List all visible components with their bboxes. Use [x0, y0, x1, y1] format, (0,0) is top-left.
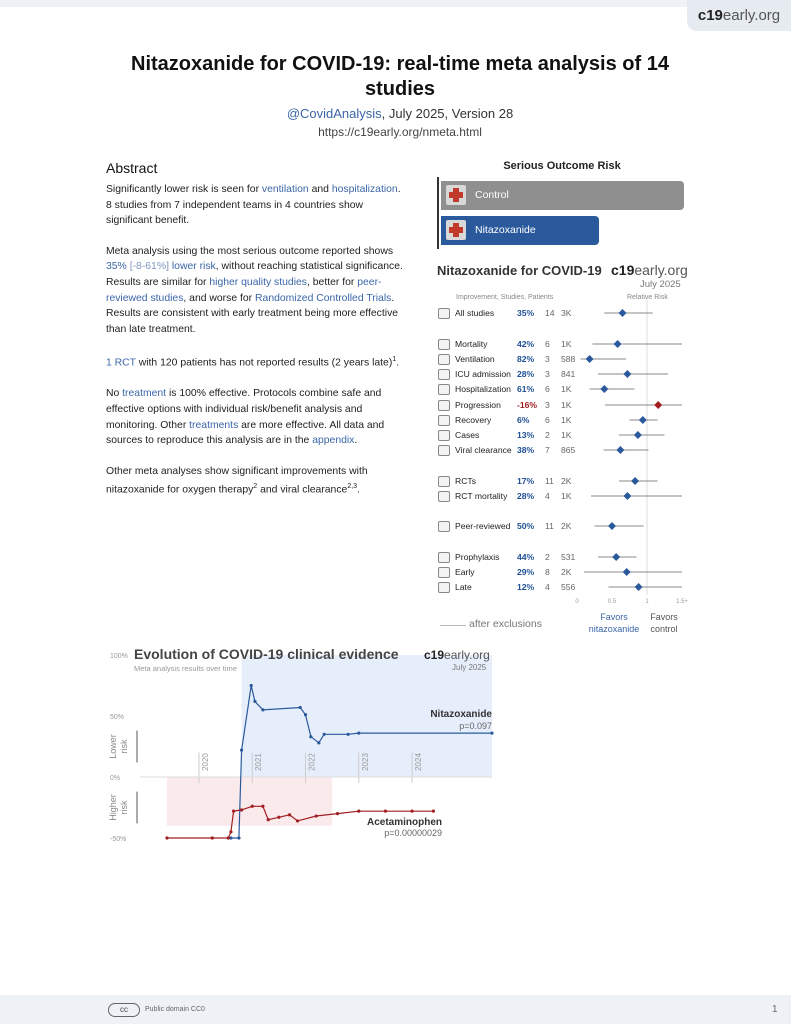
- forest-row-name: Late: [455, 582, 472, 592]
- favors-line: control: [650, 624, 678, 634]
- text: Significantly lower risk is seen for: [106, 184, 262, 195]
- forest-row-studies: 3: [545, 400, 550, 410]
- subtitle-rest: , July 2025, Version 28: [381, 106, 514, 121]
- series-point: [240, 808, 243, 811]
- series-point: [323, 733, 326, 736]
- forest-row-name: Early: [455, 567, 475, 577]
- forest-row-improvement: 28%: [517, 491, 535, 501]
- forest-row-studies: 11: [545, 521, 554, 531]
- forest-row-patients: 865: [561, 445, 576, 455]
- forest-row-improvement: 13%: [517, 430, 535, 440]
- forest-row-studies: 4: [545, 491, 550, 501]
- forest-row-name: Mortality: [455, 339, 488, 349]
- text: . Results are consistent with early treatment being more effective than late treatment.: [106, 292, 399, 335]
- estimate-point: [631, 477, 639, 485]
- series-point: [384, 810, 387, 813]
- series-point: [250, 684, 253, 687]
- forest-row-studies: 2: [545, 430, 550, 440]
- forest-row-patients: 2K: [561, 476, 572, 486]
- forest-rr-header: Relative Risk: [627, 294, 668, 301]
- forest-row-name: Peer-reviewed: [455, 521, 511, 531]
- forest-row-name: Prophylaxis: [455, 552, 500, 562]
- estimate-point: [623, 568, 631, 576]
- year-label: 2020: [200, 753, 210, 771]
- after-exclusions-label: after exclusions: [469, 618, 542, 630]
- forest-row-studies: 3: [545, 369, 550, 379]
- evolution-chart: [0, 640, 791, 860]
- forest-row-improvement: 29%: [517, 567, 535, 577]
- forest-row-studies: 6: [545, 339, 550, 349]
- series-point: [315, 814, 318, 817]
- ci-link[interactable]: [-8-61%]: [129, 261, 169, 273]
- axis-tick-label: 1: [645, 599, 649, 605]
- series-point: [296, 819, 299, 822]
- estimate-point: [634, 431, 642, 439]
- forest-row-name: RCTs: [455, 476, 477, 486]
- forest-title: Nitazoxanide for COVID-19: [437, 263, 602, 278]
- forest-row-studies: 7: [545, 445, 550, 455]
- text: Other meta analyses show significant improvements with nitazoxanide for oxygen therapy: [106, 465, 368, 496]
- forest-row-studies: 11: [545, 476, 554, 486]
- brand-bold: c19: [697, 7, 723, 24]
- estimate-point: [635, 583, 643, 591]
- axis-tick-label: 1.5+: [676, 599, 688, 605]
- forest-row-patients: 1K: [561, 491, 572, 501]
- paper-url[interactable]: https://c19early.org/nmeta.html: [318, 125, 482, 139]
- forest-row-studies: 6: [545, 384, 550, 394]
- forest-row-improvement: 44%: [517, 552, 535, 562]
- y-tick-label: 0%: [110, 775, 121, 782]
- ref-sup[interactable]: 1: [392, 356, 397, 364]
- lower-risk-link-2[interactable]: lower risk: [168, 261, 216, 273]
- text: , without reaching statistical significance. Results are similar for: [106, 261, 403, 288]
- rct-count-link[interactable]: 1 RCT: [106, 357, 136, 369]
- year-label: 2023: [360, 753, 370, 771]
- evolution-brand: [424, 648, 490, 662]
- risk-side-label: risk: [119, 800, 129, 815]
- forest-row-improvement: 50%: [517, 521, 535, 531]
- series-point: [253, 700, 256, 703]
- estimate-point: [623, 370, 631, 378]
- y-tick-label: 100%: [110, 653, 128, 660]
- text: . 8 studies from 7 independent teams in 4 countries show significant benefit.: [106, 184, 401, 227]
- forest-row-name: Cases: [455, 430, 480, 440]
- estimate-point: [639, 416, 647, 424]
- forest-row-name: Viral clearance: [455, 445, 512, 455]
- forest-row-patients: 556: [561, 582, 576, 592]
- series-point: [211, 836, 214, 839]
- risk-side-label: risk: [119, 739, 129, 754]
- text: .: [396, 357, 400, 369]
- forest-row-name: RCT mortality: [455, 491, 508, 501]
- forest-row-improvement: 28%: [517, 369, 535, 379]
- treatments-link[interactable]: treatments: [189, 419, 239, 431]
- y-tick-label: 50%: [110, 714, 125, 721]
- series-point: [229, 830, 232, 833]
- forest-date: July 2025: [640, 279, 681, 290]
- brand-rest: early.org: [634, 262, 688, 278]
- peer-reviewed-link[interactable]: peer-reviewed studies: [106, 276, 382, 304]
- favors-line: Favors: [650, 612, 678, 622]
- forest-row-studies: 2: [545, 552, 550, 562]
- estimate-point: [600, 385, 608, 393]
- series-point: [490, 731, 493, 734]
- text: are more effective. All data and sources to reproduce this analysis are in the: [106, 419, 385, 447]
- author-handle-link[interactable]: @CovidAnalysis: [286, 106, 382, 121]
- higher-quality-link[interactable]: higher quality studies: [209, 276, 307, 288]
- forest-row-studies: 4: [545, 582, 550, 592]
- text: , and worse for: [183, 292, 256, 304]
- favors-line: nitazoxanide: [588, 624, 640, 634]
- y-tick-label: -50%: [110, 836, 127, 843]
- evolution-title: Evolution of COVID-19 clinical evidence: [134, 646, 399, 662]
- series-b-name: Acetaminophen: [366, 817, 442, 828]
- year-label: 2024: [414, 753, 424, 771]
- brand-bold: c19: [424, 648, 445, 662]
- series-point: [304, 713, 307, 716]
- estimate-point: [654, 401, 662, 409]
- brand-bold: c19: [611, 262, 635, 278]
- series-point: [357, 810, 360, 813]
- estimate-point: [586, 355, 594, 363]
- forest-row-patients: 1K: [561, 339, 572, 349]
- forest-row-patients: 2K: [561, 567, 572, 577]
- appendix-link[interactable]: appendix: [312, 435, 355, 447]
- treatment-link[interactable]: treatment: [122, 388, 167, 400]
- axis-tick-label: 0: [575, 599, 579, 605]
- estimate-point: [616, 446, 624, 454]
- forest-row-patients: 1K: [561, 430, 572, 440]
- paper-title: Nitazoxanide for COVID-19: real-time meta analysis of 14 studies: [131, 53, 669, 100]
- estimate-point: [623, 492, 631, 500]
- text: with 120 patients has not reported results (2 years late): [135, 357, 393, 369]
- forest-row-studies: 8: [545, 567, 550, 577]
- series-point: [251, 805, 254, 808]
- series-point: [232, 810, 235, 813]
- year-label: 2022: [307, 753, 317, 771]
- brand-rest: early.org: [722, 7, 781, 24]
- hospitalization-link[interactable]: hospitalization: [331, 184, 398, 195]
- forest-row-improvement: 38%: [517, 445, 535, 455]
- series-point: [309, 735, 312, 738]
- forest-row-name: ICU admission: [455, 369, 511, 379]
- forest-row-patients: 1K: [561, 415, 572, 425]
- series-point: [227, 836, 230, 839]
- favors-treatment-label: [582, 611, 646, 635]
- forest-row-studies: 14: [545, 308, 555, 318]
- lower-risk-link[interactable]: 35%: [106, 261, 130, 273]
- series-point: [410, 810, 413, 813]
- text: and viral clearance: [257, 484, 348, 496]
- series-point: [347, 733, 350, 736]
- evolution-subtitle: Meta analysis results over time: [134, 664, 237, 673]
- page-number: 1: [772, 1004, 778, 1015]
- forest-row-patients: 2K: [561, 521, 572, 531]
- forest-row-name: Ventilation: [455, 354, 495, 364]
- ventilation-link[interactable]: ventilation: [261, 184, 309, 195]
- forest-row-patients: 1K: [561, 384, 572, 394]
- ref-sup[interactable]: 2: [253, 483, 258, 491]
- series-point: [165, 836, 168, 839]
- estimate-point: [608, 522, 616, 530]
- forest-row-improvement: 42%: [517, 339, 535, 349]
- rct-link[interactable]: Randomized Controlled Trials: [255, 292, 392, 304]
- risk-bar-control-label: Control: [475, 189, 509, 201]
- text: , better for: [306, 276, 358, 288]
- series-point: [357, 731, 360, 734]
- favors-control-label: [640, 611, 688, 635]
- series-point: [432, 810, 435, 813]
- forest-row-name: Progression: [455, 400, 501, 410]
- license-text: Public domain CC0: [145, 1006, 205, 1013]
- forest-row-name: All studies: [455, 308, 495, 318]
- cc-license-icon: cc: [108, 1003, 140, 1017]
- text: is 100% effective. Protocols combine safe and effective options with individual risk/benefit analysis and monitoring. Other: [106, 388, 382, 431]
- risk-chart-title: Serious Outcome Risk: [503, 160, 621, 172]
- forest-row-name: Hospitalization: [455, 384, 511, 394]
- forest-row-studies: 3: [545, 354, 550, 364]
- series-point: [288, 813, 291, 816]
- after-exclusions-line: [440, 625, 466, 626]
- text: and: [308, 184, 332, 195]
- year-label: 2021: [254, 753, 264, 771]
- forest-row-improvement: 61%: [517, 384, 535, 394]
- brand-rest: early.org: [444, 648, 490, 662]
- series-point: [299, 706, 302, 709]
- risk-side-label: Higher: [108, 794, 118, 821]
- series-point: [261, 805, 264, 808]
- forest-row-improvement: 6%: [517, 415, 530, 425]
- text: Meta analysis using the most serious outcome reported shows: [106, 245, 394, 257]
- forest-row-patients: 531: [561, 552, 576, 562]
- forest-row-studies: 6: [545, 415, 550, 425]
- forest-row-improvement: 12%: [517, 582, 535, 592]
- estimate-point: [612, 553, 620, 561]
- series-point: [267, 818, 270, 821]
- forest-row-improvement: 35%: [517, 308, 535, 318]
- text: No: [106, 388, 123, 400]
- series-b-pvalue: p=0.00000029: [384, 828, 442, 838]
- estimate-point: [614, 340, 622, 348]
- forest-row-name: Recovery: [455, 415, 492, 425]
- forest-column-header: Improvement, Studies, Patients: [456, 294, 554, 301]
- series-point: [317, 741, 320, 744]
- axis-tick-label: 0.5: [607, 599, 617, 605]
- forest-row-patients: 588: [561, 354, 576, 364]
- estimate-point: [619, 309, 627, 317]
- series-point: [237, 836, 240, 839]
- ref-sup[interactable]: 2,3: [347, 483, 358, 491]
- risk-bar-treatment-label: Nitazoxanide: [475, 224, 536, 236]
- forest-row-improvement: 82%: [517, 354, 535, 364]
- forest-row-improvement: -16%: [517, 400, 538, 410]
- series-point: [240, 749, 243, 752]
- text: .: [357, 484, 360, 496]
- risk-side-label: Lower: [108, 734, 118, 759]
- favors-line: Favors: [600, 612, 628, 622]
- forest-row-improvement: 17%: [517, 476, 535, 486]
- forest-row-patients: 841: [561, 369, 576, 379]
- forest-row-patients: 3K: [561, 308, 572, 318]
- series-a-pvalue: p=0.097: [459, 721, 492, 731]
- series-point: [336, 812, 339, 815]
- series-point: [277, 816, 280, 819]
- series-a-name: Nitazoxanide: [430, 709, 492, 720]
- forest-row-patients: 1K: [561, 400, 572, 410]
- evolution-date: July 2025: [452, 663, 487, 672]
- abstract-heading: Abstract: [106, 160, 158, 176]
- series-point: [261, 708, 264, 711]
- text: .: [354, 435, 358, 447]
